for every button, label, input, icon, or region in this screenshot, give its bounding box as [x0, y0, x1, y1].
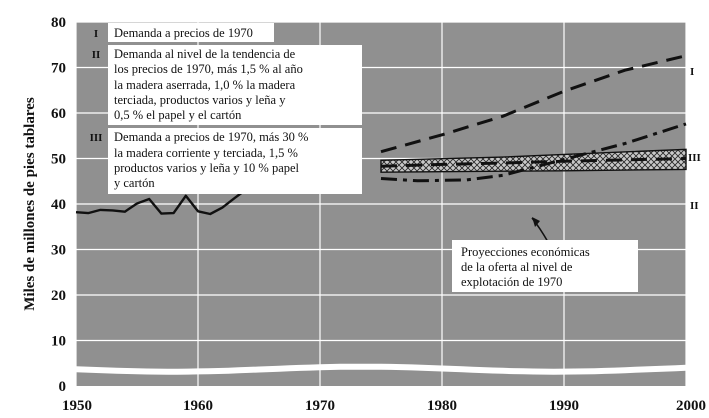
- y-tick-label: 20: [51, 288, 66, 304]
- legend-numeral-i: I: [93, 28, 99, 40]
- callout-line: explotación de 1970: [461, 275, 563, 289]
- x-tick-label: 2000: [676, 398, 706, 414]
- y-tick-label: 70: [51, 60, 66, 77]
- legend-line: la madera aserrada, 1,0 % la madera: [114, 78, 296, 92]
- legend-line: Demanda a precios de 1970, más 30 %: [114, 130, 309, 144]
- y-tick-label: 0: [58, 379, 66, 395]
- legend-item-iii: [90, 128, 362, 194]
- legend-line: los precios de 1970, más 1,5 % al año: [114, 62, 303, 76]
- y-tick-label: 10: [51, 333, 66, 350]
- y-tick-label: 80: [51, 15, 66, 31]
- legend: [90, 23, 362, 194]
- legend-line: Demanda a precios de 1970: [114, 26, 253, 40]
- legend-item-ii: [92, 45, 362, 125]
- x-tick-label: 1990: [549, 398, 579, 414]
- end-label-iii: III: [688, 152, 701, 164]
- end-label-ii: II: [690, 200, 699, 212]
- legend-line: y cartón: [114, 176, 155, 190]
- legend-item-i: [94, 23, 274, 42]
- x-tick-label: 1970: [305, 398, 335, 414]
- x-tick-labels: [62, 398, 706, 414]
- legend-line: 0,5 % el papel y el cartón: [114, 108, 242, 122]
- x-tick-label: 1960: [183, 398, 213, 414]
- y-tick-label: 50: [51, 151, 66, 168]
- callout-line: Proyecciones económicas: [461, 245, 590, 259]
- legend-numeral-ii: II: [91, 49, 101, 61]
- legend-line: terciada, productos varios y leña y: [114, 93, 286, 107]
- legend-line: Demanda al nivel de la tendencia de: [114, 47, 296, 61]
- legend-line: la madera corriente y terciada, 1,5 %: [114, 146, 298, 160]
- end-label-i: I: [690, 66, 695, 78]
- legend-numeral-iii: III: [89, 132, 103, 144]
- y-tick-label: 30: [51, 242, 66, 259]
- x-tick-label: 1980: [427, 398, 457, 414]
- legend-line: productos varios y leña y 10 % papel: [114, 161, 300, 175]
- y-tick-label: 60: [51, 106, 66, 122]
- callout-line: de la oferta al nivel de: [461, 260, 573, 274]
- y-axis-label: Miles de millones de pies tablares: [22, 97, 38, 311]
- y-tick-label: 40: [51, 197, 66, 213]
- x-tick-label: 1950: [62, 398, 92, 414]
- y-tick-labels: [51, 15, 66, 395]
